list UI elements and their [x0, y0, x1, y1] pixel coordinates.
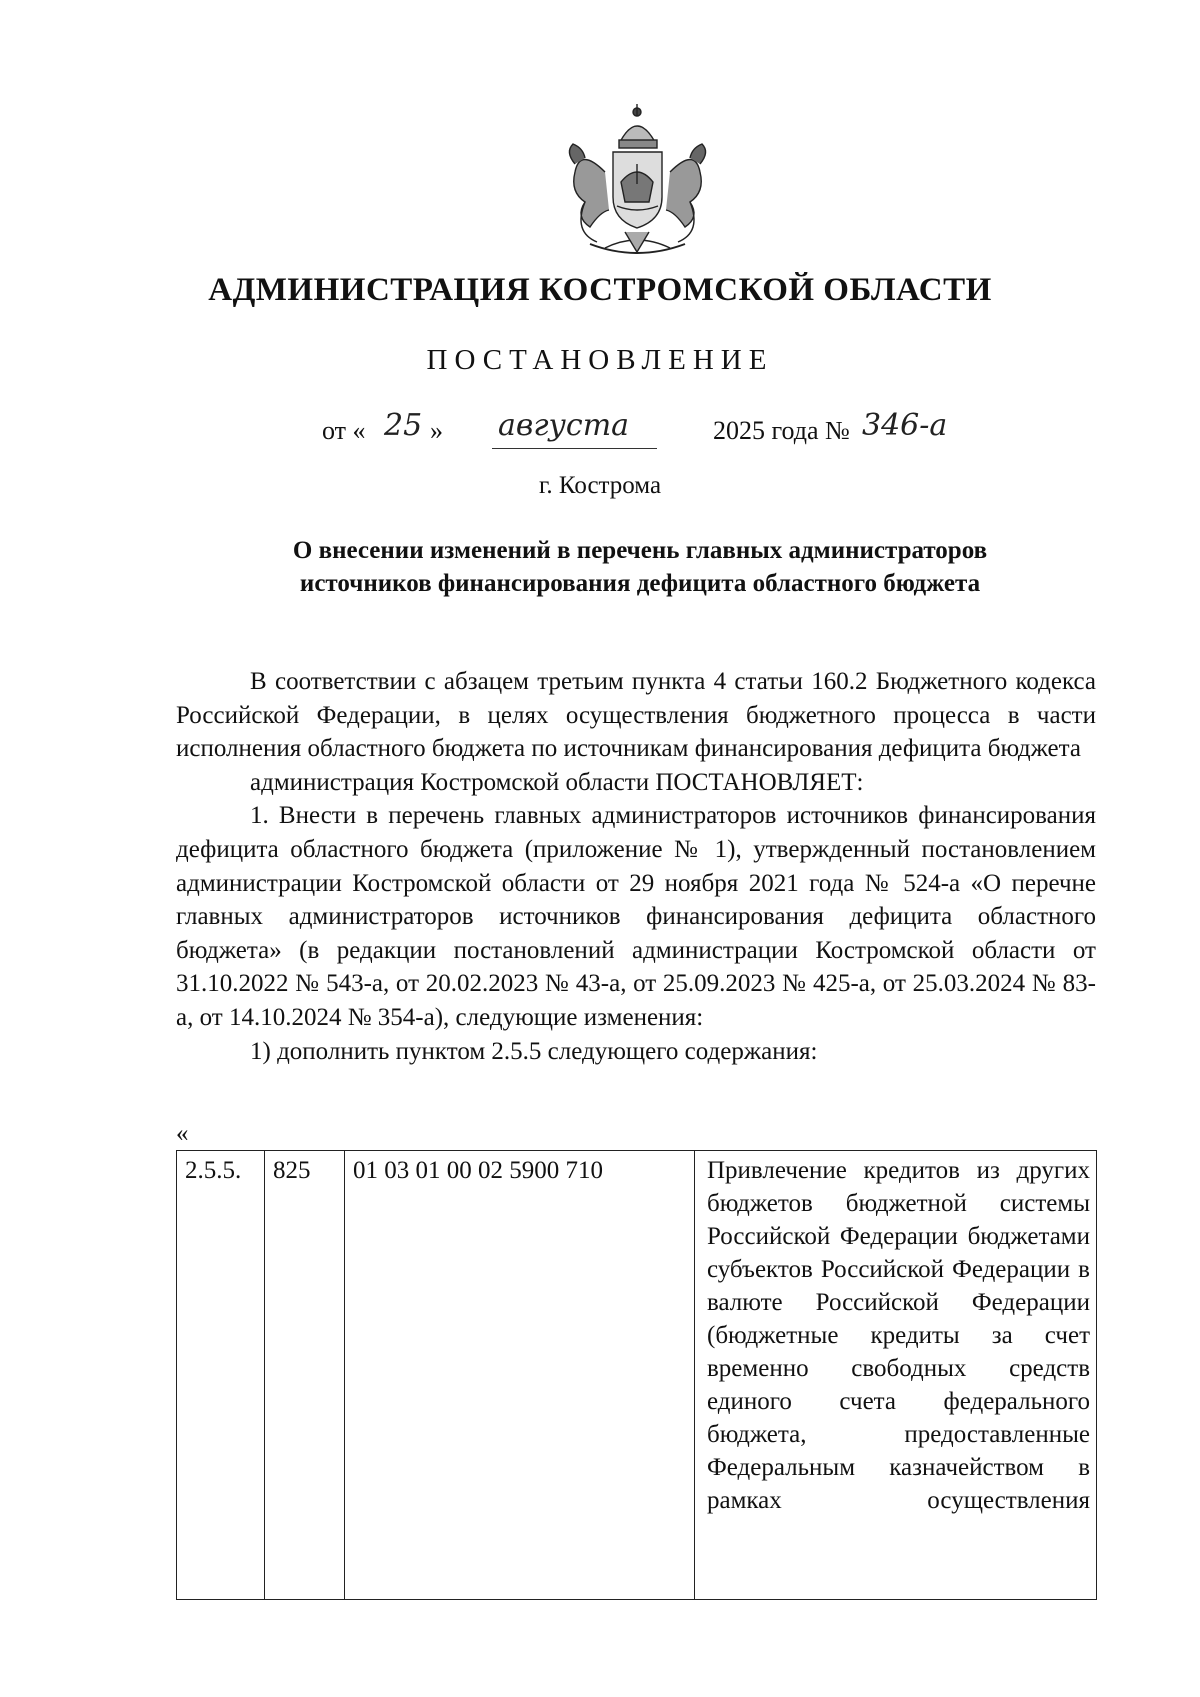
sources-table — [176, 1150, 1097, 1600]
item-number: 2.5.5. — [177, 1151, 265, 1600]
opening-quote: « — [176, 1120, 189, 1147]
date-number-line — [0, 408, 1200, 452]
admin-code: 825 — [265, 1151, 345, 1600]
date-day-suffix: » — [430, 416, 443, 445]
coat-of-arms-icon — [545, 102, 730, 262]
city: г. Кострома — [538, 472, 662, 499]
source-code: 01 03 01 00 02 5900 710 — [345, 1151, 695, 1600]
document-number: 346-а — [862, 408, 948, 443]
date-day: 25 — [384, 408, 423, 443]
document-type: ПОСТАНОВЛЕНИЕ — [426, 344, 774, 376]
source-description: Привлечение кредитов из других бюджетов бюджетной системы Российской Федерации бюджетами субъектов Российской Федерации в валюте Российской Федерации (бюджетные кредиты за счет временно свободных средств единого счета федерального бюджета, предоставленные Федеральным казначейством в рамках осуществления — [695, 1151, 1097, 1600]
paragraph-item-1: 1. Внести в перечень главных администраторов источников финансирования дефицита областного бюджета (приложение № 1), утвержденный постановлением администрации Костромской области от 29 ноября 2021 года № 524-а «О перечне главных администраторов источников финансирования дефицита областного бюджета» (в редакции постановлений администрации Костромской области от 31.10.2022 № 543-а, от 20.02.2023 № 43-а, от 25.09.2023 № 425-а, от 25.03.2024 № 83-а, от 14.10.2024 № 354-а), следующие изменения: — [176, 802, 1096, 1031]
table-row — [177, 1151, 1097, 1600]
document-body — [176, 665, 1096, 1068]
title-line-1: О внесении изменений в перечень главных администраторов — [292, 537, 988, 564]
date-year: 2025 года № — [713, 416, 850, 445]
paragraph-subitem-1: 1) дополнить пунктом 2.5.5 следующего содержания: — [250, 1037, 818, 1065]
date-prefix: от « — [322, 416, 366, 445]
paragraph-resolves: администрация Костромской области ПОСТАНОВЛЯЕТ: — [250, 768, 864, 796]
document-title — [180, 534, 1100, 600]
title-line-2: источников финансирования дефицита областного бюджета — [299, 570, 981, 597]
date-month: августа — [498, 408, 630, 443]
month-underline — [492, 448, 657, 449]
organization-name: АДМИНИСТРАЦИЯ КОСТРОМСКОЙ ОБЛАСТИ — [208, 272, 992, 308]
paragraph-preamble: В соответствии с абзацем третьим пункта 4 статьи 160.2 Бюджетного кодекса Российской Федерации, в целях осуществления бюджетного процесса в части исполнения областного бюджета по источникам финансирования дефицита бюджета — [176, 668, 1096, 763]
